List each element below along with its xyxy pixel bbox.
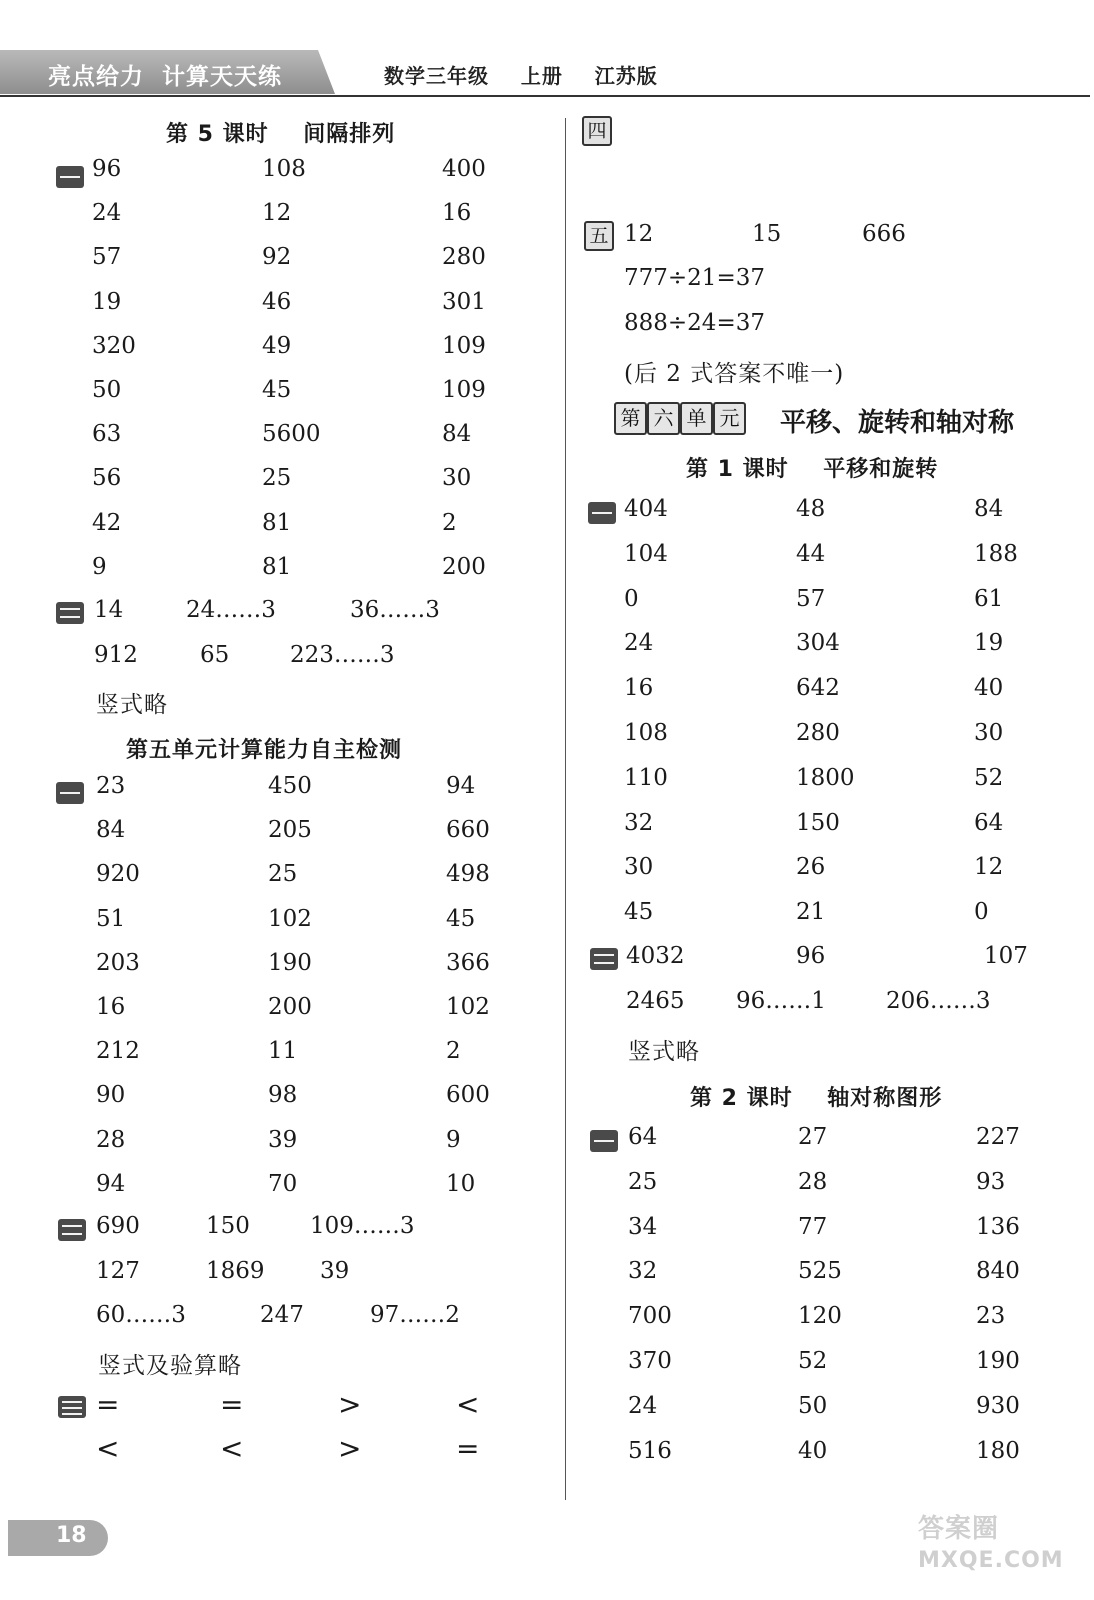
answer-cell: 24: [92, 200, 122, 227]
question-four-marker: 四: [582, 116, 612, 146]
answer-cell: 27: [798, 1124, 828, 1150]
answer-cell: 93: [976, 1168, 1006, 1195]
answer-cell: 840: [976, 1258, 1020, 1285]
answer: 690: [96, 1213, 140, 1239]
answer: 12: [624, 221, 654, 247]
answer-cell: 64: [974, 809, 1004, 836]
answer-cell: 77: [798, 1213, 828, 1240]
answer-cell: 150: [796, 809, 840, 836]
answer: 223……3: [290, 642, 395, 668]
answer-cell: 84: [96, 817, 126, 844]
question-two-marker: [590, 948, 618, 970]
page-number: 18: [56, 1523, 87, 1548]
answer-cell: 200: [268, 994, 312, 1020]
answer-cell: 11: [268, 1038, 298, 1065]
question-two-marker: [58, 1219, 86, 1241]
answer-cell: 50: [798, 1392, 828, 1419]
answer-cell: 280: [442, 244, 486, 271]
answer: 60……3: [96, 1302, 186, 1328]
answer-cell: 94: [446, 773, 476, 799]
vertical-form-note: 竖式略: [96, 692, 168, 718]
answer-cell: 28: [798, 1168, 828, 1195]
header-rule: [0, 95, 1090, 97]
answer-cell: 25: [262, 465, 292, 492]
answer-cell: 2: [442, 509, 457, 536]
answer-cell: 34: [628, 1213, 658, 1240]
answer-cell: 16: [624, 675, 654, 702]
answer: 65: [200, 642, 230, 668]
answer-cell: 642: [796, 675, 840, 702]
watermark-url: MXQE.COM: [918, 1548, 1064, 1573]
question-one-marker: [588, 502, 616, 524]
answer-cell: 21: [796, 899, 826, 926]
answer: 4032: [626, 943, 685, 969]
answer-cell: 660: [446, 817, 490, 844]
answer-cell: 104: [624, 540, 668, 567]
answer-cell: 108: [624, 720, 668, 746]
lesson2-title: 第 2 课时 轴对称图形: [690, 1086, 943, 1111]
answer-cell: 227: [976, 1124, 1020, 1150]
answer-cell: 525: [798, 1258, 842, 1285]
answer: 666: [862, 221, 906, 247]
answer-cell: 61: [974, 585, 1004, 612]
answer: 1869: [206, 1258, 265, 1284]
answer: 150: [206, 1213, 250, 1239]
answer-cell: 9: [92, 553, 107, 580]
answer-cell: 10: [446, 1170, 476, 1197]
book-subtitle: 数学三年级 上册 江苏版: [384, 64, 658, 88]
answer-cell: 48: [796, 496, 826, 522]
comparison-sign: <: [220, 1432, 244, 1465]
answer-cell: 81: [262, 509, 292, 536]
vertical-form-note: 竖式略: [628, 1039, 700, 1065]
answer: 127: [96, 1258, 140, 1284]
answer-cell: 280: [796, 720, 840, 746]
answer-cell: 102: [446, 994, 490, 1020]
answer-cell: 40: [974, 675, 1004, 702]
answer-cell: 9: [446, 1126, 461, 1153]
vertical-form-check-note: 竖式及验算略: [98, 1353, 242, 1379]
question-one-marker: [56, 166, 84, 188]
answer-cell: 370: [628, 1348, 672, 1374]
answer-cell: 16: [96, 994, 126, 1020]
answer: 247: [260, 1302, 304, 1328]
lesson1-title: 第 1 课时 平移和旋转: [686, 457, 939, 482]
answer-cell: 12: [262, 200, 292, 227]
answer-cell: 46: [262, 288, 292, 315]
answer-cell: 57: [796, 585, 826, 612]
answer-cell: 45: [446, 905, 476, 932]
answer-cell: 190: [976, 1348, 1020, 1374]
equation: 777÷21=37: [624, 265, 765, 291]
answer: 912: [94, 642, 138, 668]
answer: 206……3: [886, 988, 991, 1014]
answer-cell: 56: [92, 465, 122, 492]
answer-cell: 1800: [796, 764, 855, 791]
answer: 96……1: [736, 988, 826, 1014]
answer-cell: 109: [442, 377, 486, 403]
answer-cell: 40: [798, 1437, 828, 1464]
answer-cell: 70: [268, 1170, 298, 1197]
answer-cell: 23: [976, 1303, 1006, 1330]
answer-cell: 203: [96, 949, 140, 976]
answer: 2465: [626, 988, 685, 1014]
unit-label-char: 六: [647, 402, 680, 435]
answer-cell: 136: [976, 1213, 1020, 1240]
answer-cell: 320: [92, 332, 136, 359]
answer-cell: 102: [268, 905, 312, 932]
answer-cell: 39: [268, 1126, 298, 1153]
comparison-sign: <: [456, 1388, 480, 1421]
answer: 15: [752, 221, 782, 247]
comparison-sign: =: [456, 1432, 480, 1465]
answer-cell: 52: [798, 1348, 828, 1374]
answer-cell: 2: [446, 1038, 461, 1065]
answer-cell: 30: [974, 720, 1004, 746]
question-one-marker: [56, 782, 84, 804]
column-divider: [565, 118, 566, 1500]
answer-cell: 120: [798, 1303, 842, 1330]
answer-cell: 109: [442, 332, 486, 359]
answer-cell: 92: [262, 244, 292, 271]
comparison-sign: <: [96, 1432, 120, 1465]
answer-cell: 404: [624, 496, 668, 522]
answer-cell: 110: [624, 764, 668, 791]
answer-cell: 516: [628, 1437, 672, 1464]
answer-cell: 19: [92, 288, 122, 315]
answer-cell: 498: [446, 861, 490, 888]
unit-label-char: 元: [713, 402, 746, 435]
answer-cell: 45: [262, 377, 292, 403]
answer: 109……3: [310, 1213, 415, 1239]
answer-cell: 25: [628, 1168, 658, 1195]
answer: 36……3: [350, 597, 440, 623]
answer-cell: 84: [974, 496, 1004, 522]
series-title: 亮点给力 计算天天练: [48, 64, 283, 90]
unit6-title: 平移、旋转和轴对称: [780, 408, 1015, 438]
answer-cell: 930: [976, 1392, 1020, 1419]
answer-cell: 700: [628, 1303, 672, 1330]
answer-cell: 212: [96, 1038, 140, 1065]
answer-cell: 45: [624, 899, 654, 926]
answer-cell: 32: [624, 809, 654, 836]
answer-cell: 301: [442, 288, 486, 315]
answer-cell: 49: [262, 332, 292, 359]
comparison-sign: =: [220, 1388, 244, 1421]
answer-cell: 81: [262, 553, 292, 580]
answer: 24……3: [186, 597, 276, 623]
question-three-marker: [58, 1396, 86, 1418]
answer-cell: 52: [974, 764, 1004, 791]
answer-cell: 200: [442, 553, 486, 580]
unit5-test-title: 第五单元计算能力自主检测: [126, 738, 403, 763]
lesson5-title: 第 5 课时 间隔排列: [166, 122, 396, 147]
question-two-marker: [56, 602, 84, 624]
answer: 14: [94, 597, 124, 623]
answer-cell: 180: [976, 1437, 1020, 1464]
answer-cell: 94: [96, 1170, 126, 1197]
answer-cell: 190: [268, 949, 312, 976]
answer-cell: 90: [96, 1082, 126, 1109]
answer-cell: 28: [96, 1126, 126, 1153]
answer-cell: 32: [628, 1258, 658, 1285]
answer-cell: 600: [446, 1082, 490, 1109]
answer-cell: 0: [624, 585, 639, 612]
answer: 107: [984, 943, 1028, 969]
answer-cell: 400: [442, 156, 486, 182]
answer-cell: 108: [262, 156, 306, 182]
answer-cell: 19: [974, 630, 1004, 657]
answer-cell: 42: [92, 509, 122, 536]
answer-cell: 366: [446, 949, 490, 976]
answer-cell: 51: [96, 905, 126, 932]
answer: 39: [320, 1258, 350, 1284]
equation: 888÷24=37: [624, 310, 765, 336]
answer-cell: 84: [442, 421, 472, 448]
answer-cell: 44: [796, 540, 826, 567]
answer-cell: 24: [628, 1392, 658, 1419]
answer-cell: 96: [92, 156, 122, 182]
answer-cell: 16: [442, 200, 472, 227]
answer-cell: 63: [92, 421, 122, 448]
answer-cell: 98: [268, 1082, 298, 1109]
answer-cell: 0: [974, 899, 989, 926]
answer-cell: 64: [628, 1124, 658, 1150]
watermark-logo: 答案圈: [918, 1514, 1000, 1544]
answer-cell: 188: [974, 540, 1018, 567]
answer-cell: 920: [96, 861, 140, 888]
answer-cell: 12: [974, 854, 1004, 881]
answer-cell: 30: [624, 854, 654, 881]
answer-cell: 25: [268, 861, 298, 888]
question-five-marker: 五: [584, 221, 614, 251]
answer-cell: 23: [96, 773, 126, 799]
answer-cell: 450: [268, 773, 312, 799]
comparison-sign: =: [96, 1388, 120, 1421]
answer: 97……2: [370, 1302, 460, 1328]
answer-cell: 26: [796, 854, 826, 881]
answer-not-unique-note: (后 2 式答案不唯一): [624, 361, 845, 387]
answer-cell: 57: [92, 244, 122, 271]
answer-cell: 24: [624, 630, 654, 657]
answer-cell: 304: [796, 630, 840, 657]
unit-label-char: 第: [614, 402, 647, 435]
answer-cell: 205: [268, 817, 312, 844]
answer-cell: 50: [92, 377, 122, 403]
answer: 96: [796, 943, 826, 969]
answer-cell: 5600: [262, 421, 321, 448]
unit-label-char: 单: [680, 402, 713, 435]
comparison-sign: >: [338, 1388, 362, 1421]
question-one-marker: [590, 1130, 618, 1152]
comparison-sign: >: [338, 1432, 362, 1465]
answer-cell: 30: [442, 465, 472, 492]
